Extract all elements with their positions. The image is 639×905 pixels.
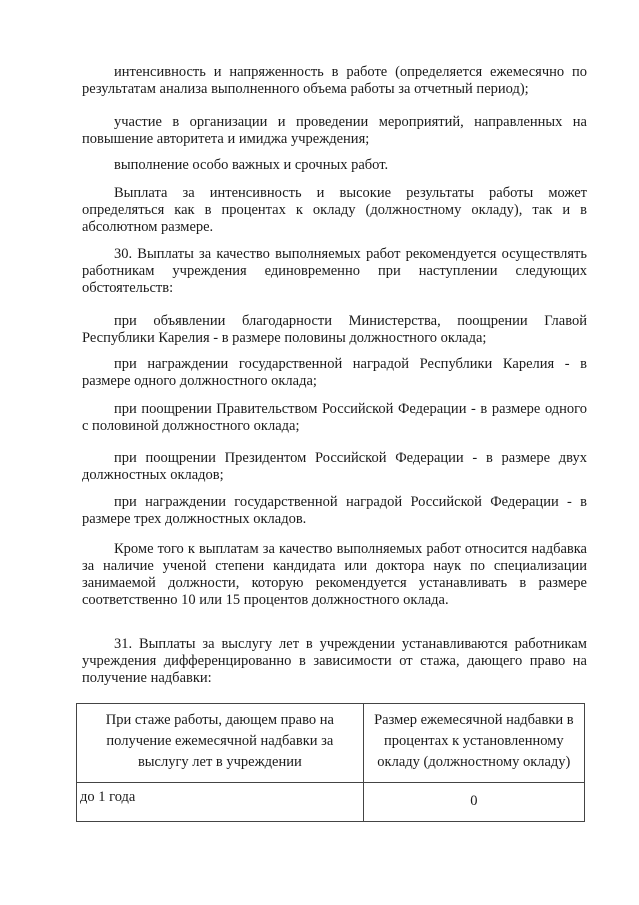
- paragraph-karelia-award: при награждении государственной наградой Республики Карелия - в размере одного должностного оклада;: [82, 356, 587, 389]
- paragraph-federal-award: при награждении государственной наградой Российской Федерации - в размере трех должностных окладов.: [82, 494, 587, 527]
- paragraph-president: при поощрении Президентом Российской Федерации - в размере двух должностных окладов;: [82, 450, 587, 483]
- table-cell-bonus: 0: [363, 783, 584, 822]
- table-row: [77, 783, 585, 822]
- table-header-row: [77, 704, 585, 783]
- paragraph-item-31: 31. Выплаты за выслугу лет в учреждении устанавливаются работникам учреждения дифференцированно в зависимости от стажа, дающего право на получение надбавки:: [82, 636, 587, 686]
- paragraph-urgent-work: выполнение особо важных и срочных работ.: [114, 157, 389, 173]
- paragraph-intensity-payment: Выплата за интенсивность и высокие результаты работы может определяться как в процентах к окладу (должностному окладу), так и в абсолютном размере.: [82, 185, 587, 235]
- table-cell-experience: до 1 года: [77, 783, 364, 822]
- table-header-experience: При стаже работы, дающем право на получение ежемесячной надбавки за выслугу лет в учреждении: [77, 704, 364, 783]
- seniority-table: [76, 703, 585, 822]
- paragraph-events: участие в организации и проведении мероприятий, направленных на повышение авторитета и имиджа учреждения;: [82, 114, 587, 147]
- paragraph-item-30: 30. Выплаты за качество выполняемых работ рекомендуется осуществлять работникам учреждения единовременно при наступлении следующих обстоятельств:: [82, 246, 587, 296]
- table-header-bonus-size: Размер ежемесячной надбавки в процентах к установленному окладу (должностному окладу): [363, 704, 584, 783]
- paragraph-academic-degree: Кроме того к выплатам за качество выполняемых работ относится надбавка за наличие ученой степени кандидата или доктора наук по специализации занимаемой должности, которую рекомендуется устанавливать в размере соответственно 10 или 15 процентов должностного оклада.: [82, 541, 587, 608]
- paragraph-government: при поощрении Правительством Российской Федерации - в размере одного с половиной должностного оклада;: [82, 401, 587, 434]
- paragraph-intensity: интенсивность и напряженность в работе (определяется ежемесячно по результатам анализа выполненного объема работы за отчетный период);: [82, 64, 587, 97]
- paragraph-gratitude: при объявлении благодарности Министерства, поощрении Главой Республики Карелия - в размере половины должностного оклада;: [82, 313, 587, 346]
